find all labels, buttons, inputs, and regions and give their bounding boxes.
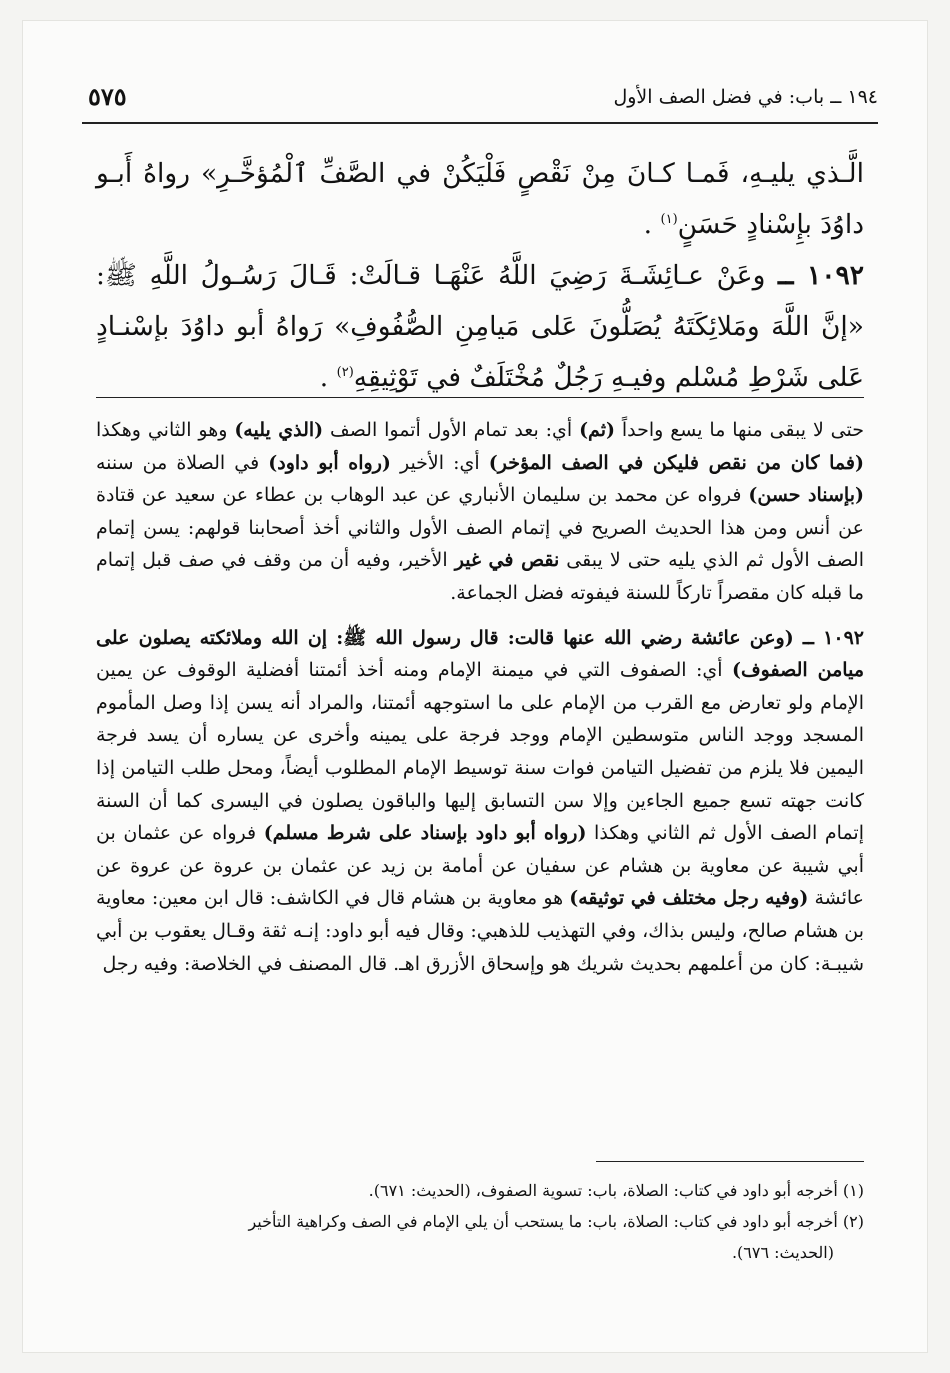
hadith-paragraph-1	[96, 148, 864, 250]
commentary-bold-quote: (رواه أبو داود)	[268, 451, 391, 474]
footnote-divider	[596, 1161, 864, 1162]
footnote-ref-1[interactable]: (١)	[660, 212, 678, 228]
commentary-bold-quote: ١٠٩٢ ــ	[793, 626, 864, 649]
commentary-text: حتى لا يبقى منها ما يسع واحداً	[614, 419, 864, 441]
commentary-text: الأخير، وفيه أن من وقف في صف قبل إتمام ما قبله كان مقصراً تاركاً للسنة فيفوته فضل الجماعة.	[96, 549, 864, 604]
commentary-text: فرواه عن محمد بن سليمان الأنباري عن عبد الوهاب بن عطاء عن سعيد عن قتادة عن أنس ومن هذا الحديث الصريح في إتمام الصف الأول والثاني أخذ أصحابنا قولهم: يسن إتمام الصف الأول ثم الذي يليه حتى لا يبقى	[96, 484, 864, 572]
commentary-section	[96, 414, 864, 980]
commentary-text: وهو الثاني وهكذا	[96, 419, 235, 441]
hadith-paragraph-2	[96, 250, 864, 403]
hadith-1091-end-text: الَّـذي يليـهِ، فَمـا كـانَ مِنْ نَقْصٍ فَلْيَكُنْ في الصَّفِّ ٱلْمُؤخَّـرِ» رواهُ أَبـو داوُدَ بإِسْنادٍ حَسَنٍ	[96, 158, 864, 240]
footnotes-section	[96, 1175, 864, 1268]
footnote-ref-2[interactable]: (٢)	[336, 365, 354, 381]
footnote-2: (٢) أخرجه أبو داود في كتاب: الصلاة، باب: ما يستحب أن يلي الإمام في الصف وكراهية التأخير	[248, 1212, 864, 1231]
page-number: ٥٧٥	[88, 82, 127, 111]
commentary-paragraph-2	[96, 622, 864, 981]
commentary-bold-quote: (وفيه رجل مختلف في توثيقه)	[569, 887, 809, 910]
footnote-1: (١) أخرجه أبو داود في كتاب: الصلاة، باب: تسوية الصفوف، (الحديث: ٦٧١).	[368, 1181, 864, 1200]
hadith-1092-period: .	[319, 362, 329, 393]
commentary-text: هو معاوية بن هشام قال في الكاشف: قال ابن معين: معاوية بن هشام صالح، وليس بذاك، وفي التهذيب للذهبي: وقال فيه أبو داود: إنـه ثقة وقـال يعقوب بن أبي شيبـة: كان من أعلمهم بحديث شريك هو وإسحاق الأزرق اهـ. قال المصنف في الخلاصة: وفيه رجل	[96, 887, 864, 975]
chapter-title: ١٩٤ ــ باب: في فضل الصف الأول	[613, 86, 878, 108]
commentary-bold-quote: (ثم)	[579, 419, 615, 441]
commentary-bold-quote: (وعن عائشة رضي الله عنها قالت: قال رسول الله ﷺ: إن الله وملائكته يصلون على ميامن الصفوف)	[96, 626, 864, 682]
commentary-text: أي: الأخير	[390, 451, 489, 474]
commentary-bold-quote: (فما كان من نقص فليكن في الصف المؤخر)	[488, 451, 864, 474]
commentary-bold-quote: (رواه أبو داود بإسناد على شرط مسلم)	[263, 822, 587, 845]
commentary-bold-quote: (بإسناد حسن)	[748, 484, 864, 507]
commentary-bold-quote: نقص في غير	[454, 549, 560, 572]
hadith-text	[96, 148, 864, 403]
commentary-text: أي: الصفوف التي في ميمنة الإمام ومنه أخذ أئمتنا أفضلية الوقوف عن يمين الإمام ولو تعارض مع القرب من الإمام على ما استوجهه أئمتنا، والمراد أنه يسن إذا وصل المأموم المسجد ووجد الناس متوسطين الإمام ووجد فرجة على يمينه وأخرى عن يساره أن يسد فرجة اليمين فلا يلزم من تفضيل التيامن فوات سنة توسيط الإمام المطلوب أيضاً، ومحل طلب التيامن إذا كانت جهته تسع جميع الجاءين وإلا سن التسابق إليها والباقون يصلون في اليسرى كما أن السنة إتمام الصف الأول ثم الثاني وهكذا	[96, 659, 864, 845]
commentary-bold-quote: (الذي يليه)	[234, 419, 324, 441]
page-header	[82, 80, 878, 120]
commentary-paragraph-1	[96, 414, 864, 610]
commentary-text: فرواه عن عثمان بن أبي شيبة عن معاوية بن هشام عن سفيان عن أمامة بن زيد عن عثمان بن عروة عن عروة عن عائشة	[96, 822, 864, 910]
header-divider	[82, 122, 878, 124]
footnote-2-continued: (الحديث: ٦٧٦).	[731, 1243, 834, 1262]
commentary-text: أي: بعد تمام الأول أتموا الصف	[323, 419, 580, 441]
hadith-1092-text: وعَنْ عـائِشَـةَ رَضِيَ اللَّهُ عَنْهَـا قـالَتْ: قَـالَ رَسُـولُ اللَّهِ ﷺ: «إنَّ اللَّهَ ومَلائِكَتَهُ يُصَلُّونَ عَلى مَيامِنِ الصُّفُوفِ» رَواهُ أبو داوُدَ بإسْنـادٍ عَلى شَرْطِ مُسْلم وفيـهِ رَجُلٌ مُخْتَلَفٌ في تَوْثِيقِهِ	[96, 260, 864, 393]
hadith-number-1092: ١٠٩٢ ــ	[778, 260, 864, 291]
commentary-text: في الصلاة من سننه	[96, 451, 269, 474]
hadith-1091-period: .	[643, 209, 653, 240]
commentary-divider	[96, 397, 864, 398]
